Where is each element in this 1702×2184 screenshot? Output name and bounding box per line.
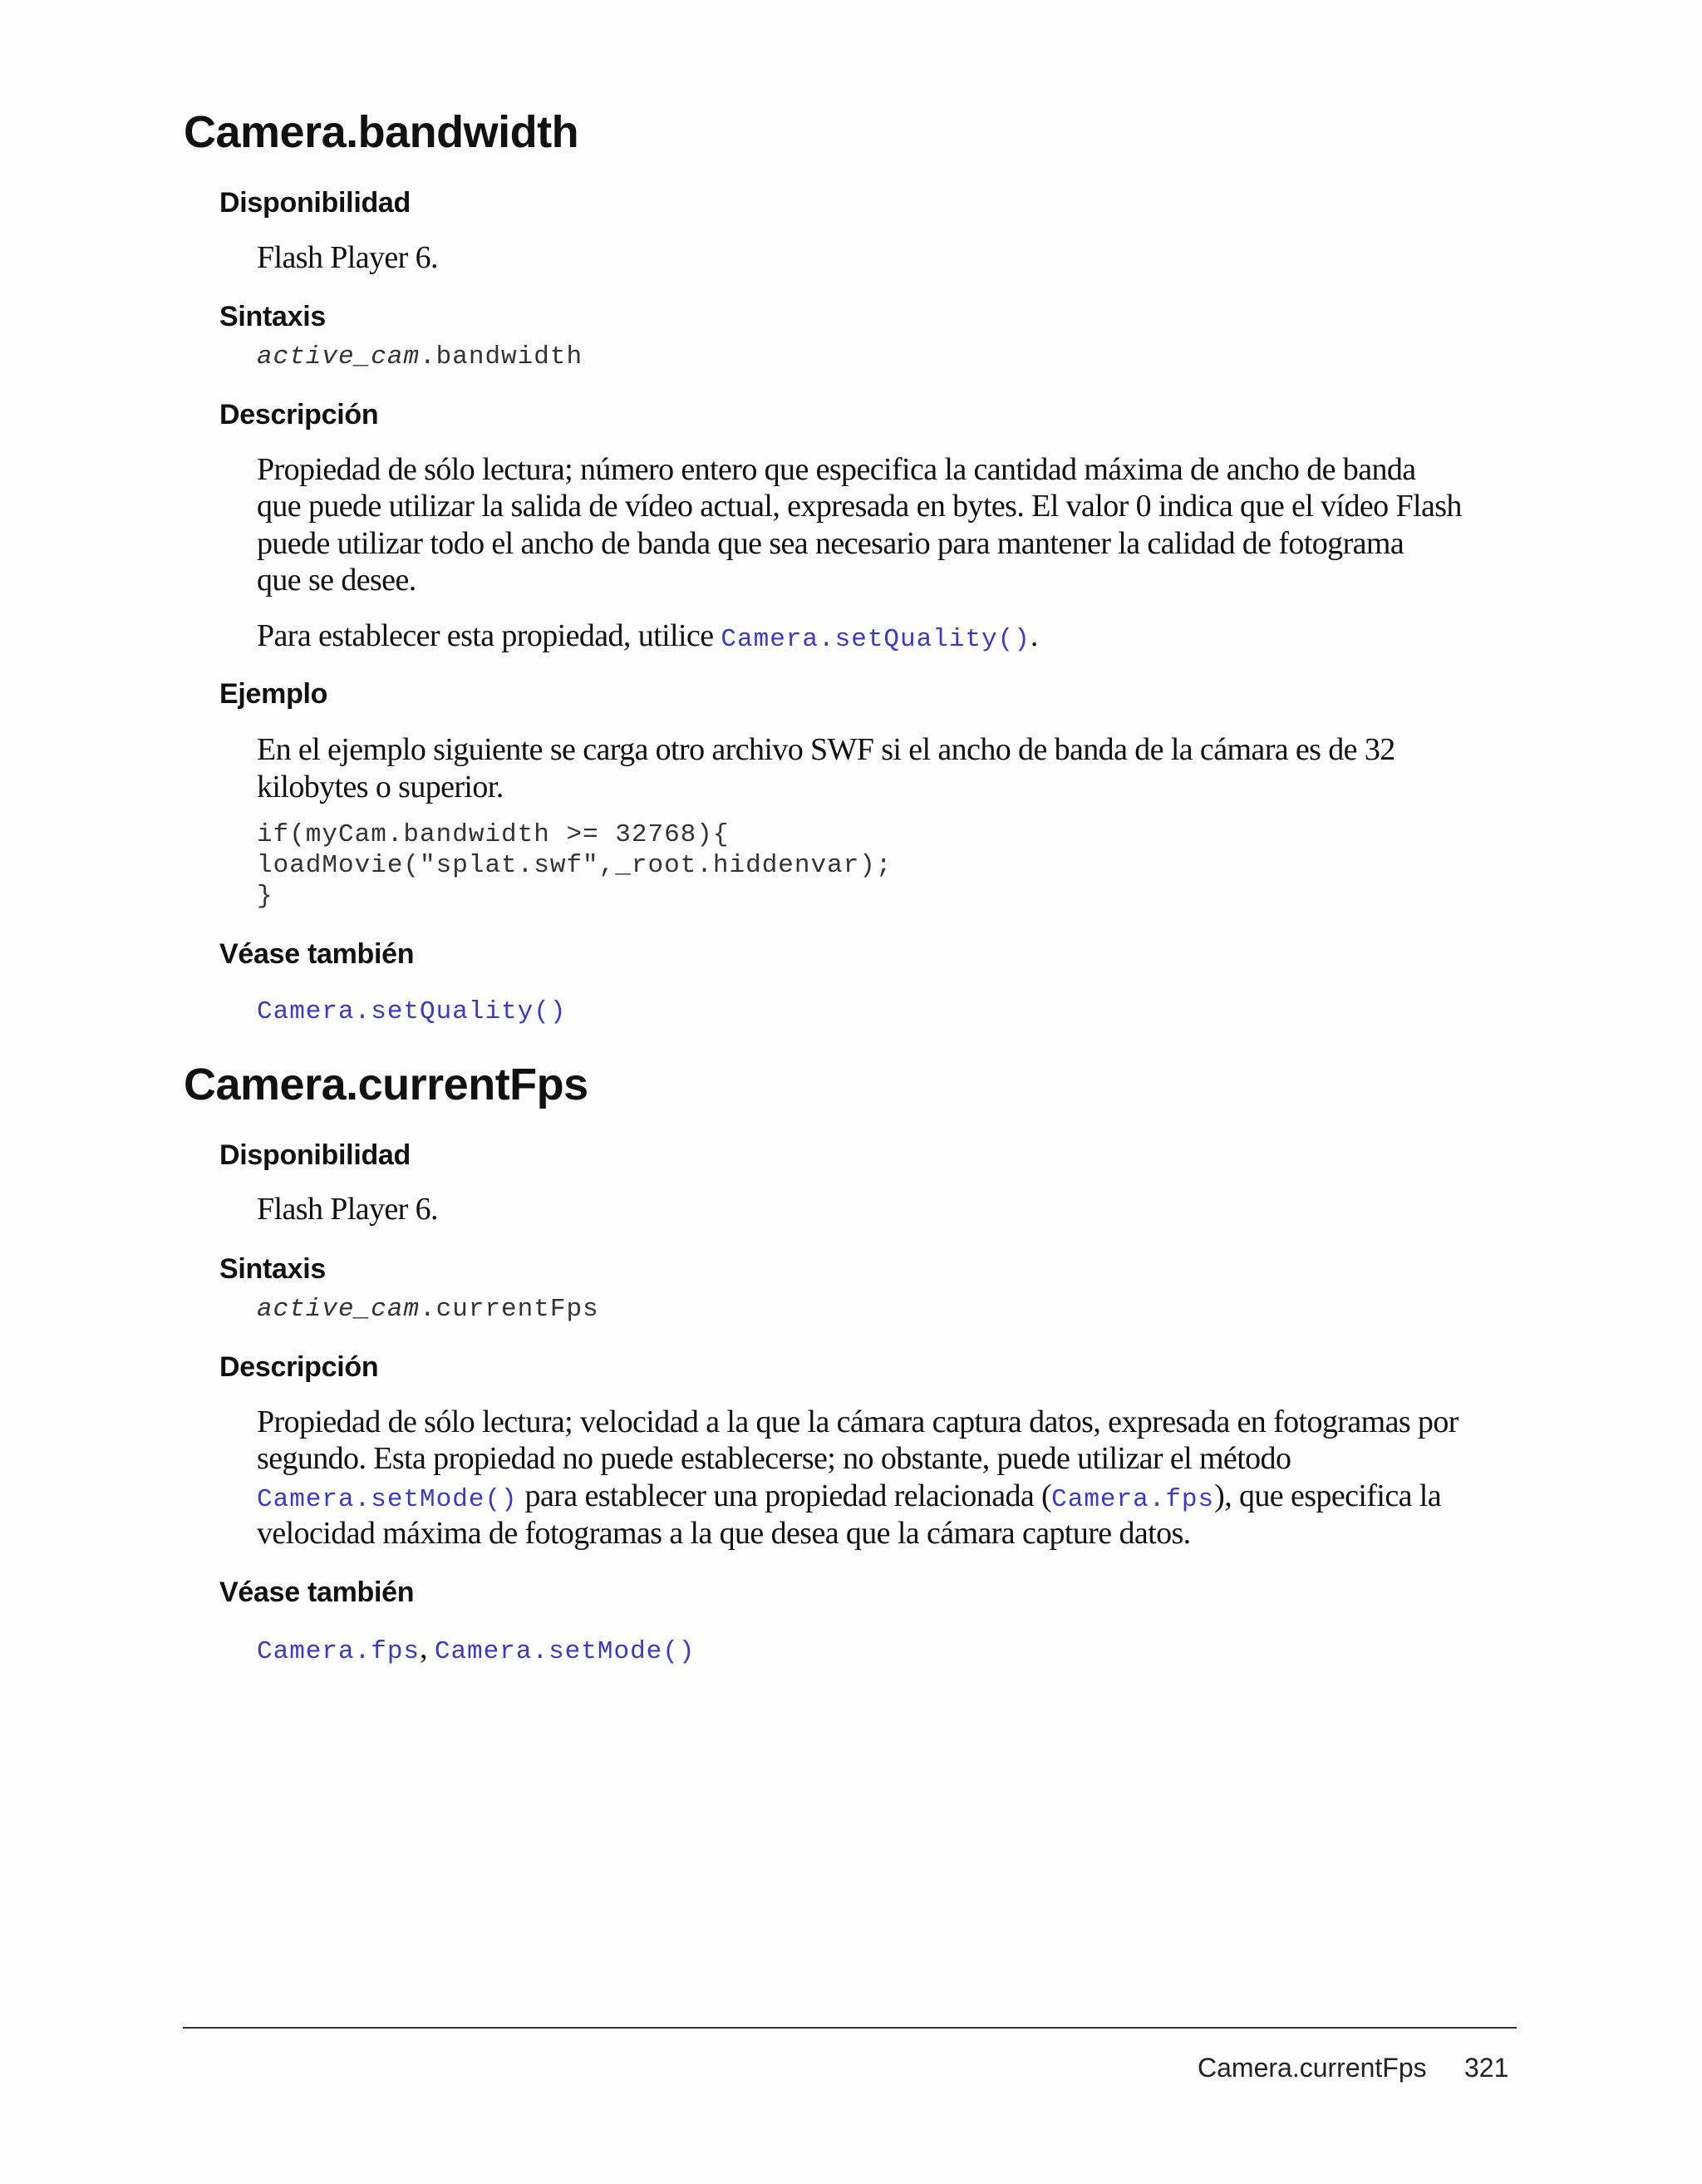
code-line: }	[257, 882, 273, 911]
link-camera-setquality[interactable]: Camera.setQuality()	[257, 997, 567, 1026]
example-heading: Ejemplo	[219, 678, 328, 710]
section-title: Camera.currentFps	[184, 1060, 588, 1109]
code-line: if(myCam.bandwidth >= 32768){	[257, 820, 730, 849]
footer-section-name: Camera.currentFps	[1198, 2053, 1427, 2083]
syntax-code	[257, 342, 583, 373]
see-also-heading: Véase también	[219, 1577, 415, 1608]
syntax-heading: Sintaxis	[219, 301, 326, 332]
see-also-links	[257, 990, 566, 1031]
syntax-prop: .currentFps	[420, 1295, 599, 1324]
description-text: Para establecer esta propiedad, utilice	[257, 618, 721, 653]
description-text: ), que especifica la	[1214, 1478, 1441, 1513]
availability-text: Flash Player 6.	[257, 1192, 438, 1227]
description-line: puede utilizar todo el ancho de banda que sea necesario para mantener la calidad de fotograma	[257, 526, 1404, 561]
link-camera-fps[interactable]: Camera.fps	[1051, 1485, 1215, 1514]
description-paragraph-2	[257, 617, 1038, 658]
syntax-prop: .bandwidth	[420, 342, 583, 371]
footer-divider	[183, 2027, 1517, 2029]
description-line: velocidad máxima de fotogramas a la que desea que la cámara capture datos.	[257, 1516, 1191, 1551]
description-end: .	[1030, 618, 1038, 653]
description-text: para establecer una propiedad relacionada (	[517, 1478, 1052, 1513]
link-camera-setquality[interactable]: Camera.setQuality()	[721, 625, 1031, 654]
description-heading: Descripción	[219, 1351, 379, 1383]
example-line: kilobytes o superior.	[257, 770, 504, 804]
syntax-var: active_cam	[257, 342, 421, 371]
description-line: que puede utilizar la salida de vídeo actual, expresada en bytes. El valor 0 indica que el vídeo Flash	[257, 489, 1462, 524]
description-line: Propiedad de sólo lectura; velocidad a la que la cámara captura datos, expresada en fotogramas por	[257, 1404, 1459, 1439]
code-line: loadMovie("splat.swf",_root.hiddenvar);	[257, 851, 893, 880]
separator: ,	[420, 1631, 435, 1665]
description-line: Propiedad de sólo lectura; número entero que especifica la cantidad máxima de ancho de banda	[257, 452, 1416, 487]
description-line: que se desee.	[257, 563, 416, 598]
description-line: segundo. Esta propiedad no puede establecerse; no obstante, puede utilizar el método	[257, 1441, 1291, 1476]
availability-heading: Disponibilidad	[219, 187, 411, 219]
link-camera-fps[interactable]: Camera.fps	[257, 1637, 421, 1666]
availability-text: Flash Player 6.	[257, 240, 438, 275]
page-number: 321	[1464, 2053, 1509, 2083]
see-also-heading: Véase también	[219, 938, 415, 970]
syntax-var: active_cam	[257, 1295, 421, 1324]
example-line: En el ejemplo siguiente se carga otro archivo SWF si el ancho de banda de la cámara es de 32	[257, 732, 1395, 767]
availability-heading: Disponibilidad	[219, 1139, 411, 1171]
section-title: Camera.bandwidth	[184, 107, 579, 157]
link-camera-setmode[interactable]: Camera.setMode()	[434, 1637, 696, 1666]
see-also-links	[257, 1630, 696, 1670]
syntax-code	[257, 1294, 599, 1326]
description-line	[257, 1478, 1441, 1518]
syntax-heading: Sintaxis	[219, 1253, 326, 1285]
link-camera-setmode[interactable]: Camera.setMode()	[257, 1485, 518, 1514]
description-heading: Descripción	[219, 399, 379, 430]
